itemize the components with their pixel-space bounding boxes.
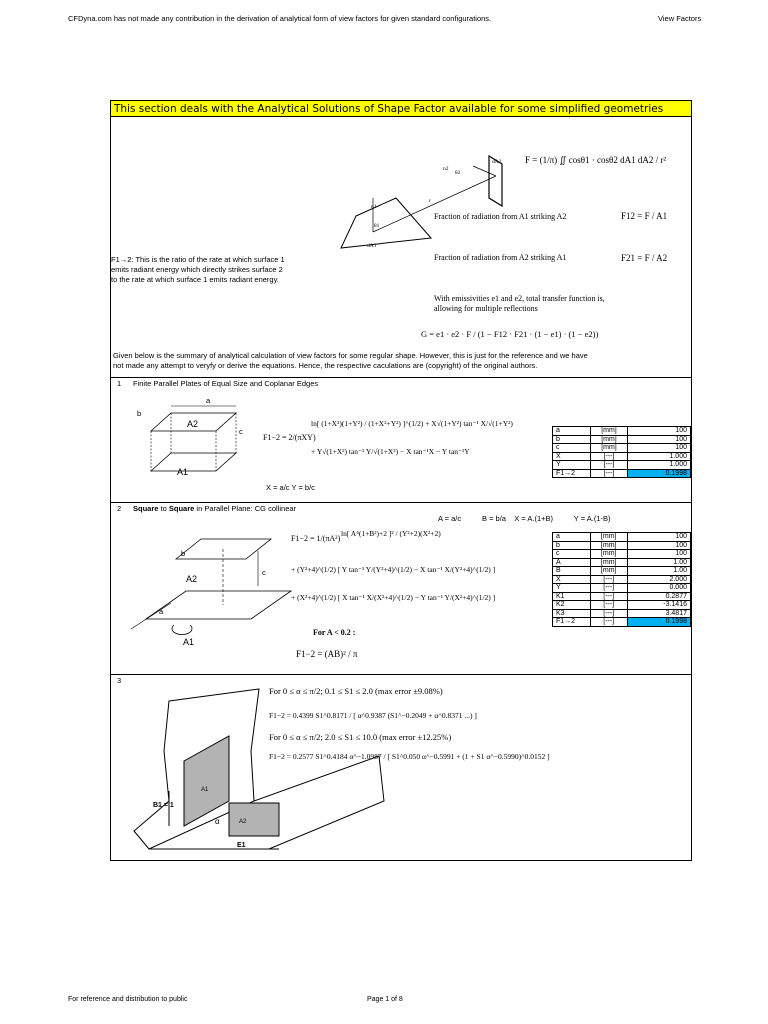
section3-diag-alpha: α (215, 817, 220, 826)
diag-r-label: r (429, 198, 431, 204)
section2-eq-row1: ln[ A⁴(1+B²)+2 ]² / (Y²+2)(X²+2) (341, 529, 441, 538)
table-row: b [mm] 100 (553, 435, 691, 444)
table-row-result: F1→2 [---] 0.1998 (553, 618, 691, 627)
section1-diag-c: c (239, 427, 243, 436)
diag-theta2-label: θ2 (455, 170, 461, 176)
section1-eq-lhs: F1−2 = 2/(πXY) (263, 433, 316, 442)
section1-definitions: X = a/c Y = b/c (266, 483, 315, 492)
section2-eq-small: F1−2 = (AB)² / π (296, 649, 358, 659)
section1-eq-row2: + Y√(1+X²) tan⁻¹ Y/√(1+X²) − X tan⁻¹X − Y tan⁻¹Y (311, 447, 470, 456)
section1-diag-b: b (137, 409, 142, 418)
section3-diag-B1: B1 = 1 (153, 802, 174, 809)
diag-n1-label: n1 (371, 204, 377, 210)
section1-number: 1 (117, 379, 122, 388)
table-row: B [mm] 1.00 (553, 567, 691, 576)
section-banner: This section deals with the Analytical Solutions of Shape Factor available for some simplified geometries (111, 101, 691, 117)
section3-condition-1: For 0 ≤ α ≤ π/2; 0.1 ≤ S1 ≤ 2.0 (max error ±9.08%) (269, 686, 443, 696)
definition-text: F1→2: This is the ratio of the rate at which surface 1 emits radiant energy which directly strikes surface 2 to the rate at which surface 1 emits radiant energy. (111, 255, 285, 284)
divider-1 (111, 377, 691, 378)
table-row: a [mm] 100 (553, 427, 691, 436)
section3-eq-2: F1−2 = 0.2577 S1^0.4184 α^−1.0987 / [ S1^0.050 α^−0.5991 + (1 + S1 α^−0.5990)^0.0152 ] (269, 752, 550, 761)
section2-eq-row2: + (Y²+4)^(1/2) [ Y tan⁻¹ Y/(Y²+4)^(1/2) − X tan⁻¹ X/(Y²+4)^(1/2) ] (291, 565, 496, 574)
section3-diag-A2: A2 (239, 819, 247, 825)
section1-diag-A2: A2 (187, 419, 199, 429)
section2-eq-lhs: F1−2 = 1/(πA²) (291, 534, 341, 543)
eq-total-transfer: G = e1 · e2 · F / (1 − F12 · F21 · (1 − e1) · (1 − e2)) (421, 329, 599, 339)
section1-diagram (146, 401, 256, 481)
view-factor-sheet (110, 100, 692, 861)
section2-diag-A1: A1 (183, 637, 195, 647)
table-row: X [---] 2.000 (553, 575, 691, 584)
intro-diagram (321, 146, 521, 266)
section2-diag-a: a (159, 607, 164, 616)
section2-diagram (126, 531, 296, 641)
footer-page: Page 1 of 8 (367, 996, 403, 1003)
table-row: Y [---] 1.000 (553, 461, 691, 470)
section3-condition-2: For 0 ≤ α ≤ π/2; 2.0 ≤ S1 ≤ 10.0 (max error ±12.25%) (269, 732, 452, 742)
eq-view-factor: F = (1/π) ∬ cosθ1 · cosθ2 dA1 dA2 / r² (525, 155, 667, 165)
summary-text: Given below is the summary of analytical calculation of view factors for some regular shape. However, this is just for the reference and we have not made any attempt to veryfy or derive the equations. Hence, the respective caculations are (copyright) of the original authors. (113, 351, 588, 370)
section3-diag-A1: A1 (201, 787, 209, 793)
header-disclaimer: CFDyna.com has not made any contribution in the derivation of analytical form of view factors for given standard configurations. (68, 14, 492, 23)
section3-eq-1: F1−2 = 0.4399 S1^0.8171 / [ α^0.9387 (S1^−0.2049 + α^0.8371 ...) ] (269, 711, 477, 720)
diag-dA1-label: dA1 (367, 243, 377, 249)
divider-3 (111, 674, 691, 675)
table-row: c [mm] 100 (553, 444, 691, 453)
table-row: Y [---] 0.000 (553, 584, 691, 593)
table-row: K1 [---] 0.2877 (553, 592, 691, 601)
section2-value-table (552, 532, 691, 627)
section3-number: 3 (117, 676, 122, 685)
eq-F21: F21 = F / A2 (621, 253, 668, 263)
table-row: K2 [---] -3.1416 (553, 601, 691, 610)
section1-eq-row1: ln[ (1+X²)(1+Y²) / (1+X²+Y²) ]^(1/2) + X√(1+Y²) tan⁻¹ X/√(1+Y²) (311, 419, 513, 428)
section3-diagram (129, 681, 389, 851)
section2-condition: For A < 0.2 : (313, 628, 356, 637)
section2-diag-b: b (181, 549, 186, 558)
diag-dA2-label: dA2 (492, 159, 502, 165)
footer-note: For reference and distribution to public (68, 996, 188, 1003)
section2-diag-A2: A2 (186, 574, 198, 584)
section2-diag-c: c (262, 568, 266, 577)
table-row-result: F1→2 [---] 0.1998 (553, 469, 691, 478)
table-row: b [mm] 100 (553, 541, 691, 550)
section1-diag-A1: A1 (177, 467, 189, 477)
table-row: K3 [---] 3.4817 (553, 609, 691, 618)
section1-value-table (552, 426, 691, 478)
diag-n2-label: n2 (443, 166, 449, 172)
table-row: c [mm] 100 (553, 550, 691, 559)
section2-definitions: A = a/c B = b/a X = A.(1+B) Y = A.(1-B) (438, 514, 611, 523)
table-row: A [mm] 1.00 (553, 558, 691, 567)
header-title: View Factors (658, 14, 702, 23)
emissivity-text: With emissivities e1 and e2, total transfer function is, allowing for multiple reflections (434, 294, 605, 313)
section2-title: Square to Square in Parallel Plane: CG collinear (133, 504, 297, 513)
divider-2 (111, 502, 691, 503)
table-row: a [mm] 100 (553, 533, 691, 542)
table-row: X [---] 1.000 (553, 452, 691, 461)
section1-diag-a: a (206, 396, 211, 405)
section2-number: 2 (117, 504, 122, 513)
section3-diag-E1: E1 (237, 842, 246, 849)
section2-eq-row3: + (X²+4)^(1/2) [ X tan⁻¹ X/(X²+4)^(1/2) − Y tan⁻¹ Y/(X²+4)^(1/2) ] (291, 593, 496, 602)
section1-title: Finite Parallel Plates of Equal Size and Coplanar Edges (133, 379, 319, 388)
frac-a1-a2: Fraction of radiation from A1 striking A2 (434, 212, 567, 221)
frac-a2-a1: Fraction of radiation from A2 striking A1 (434, 253, 567, 262)
diag-theta1-label: θ1 (374, 223, 380, 229)
eq-F12: F12 = F / A1 (621, 211, 668, 221)
